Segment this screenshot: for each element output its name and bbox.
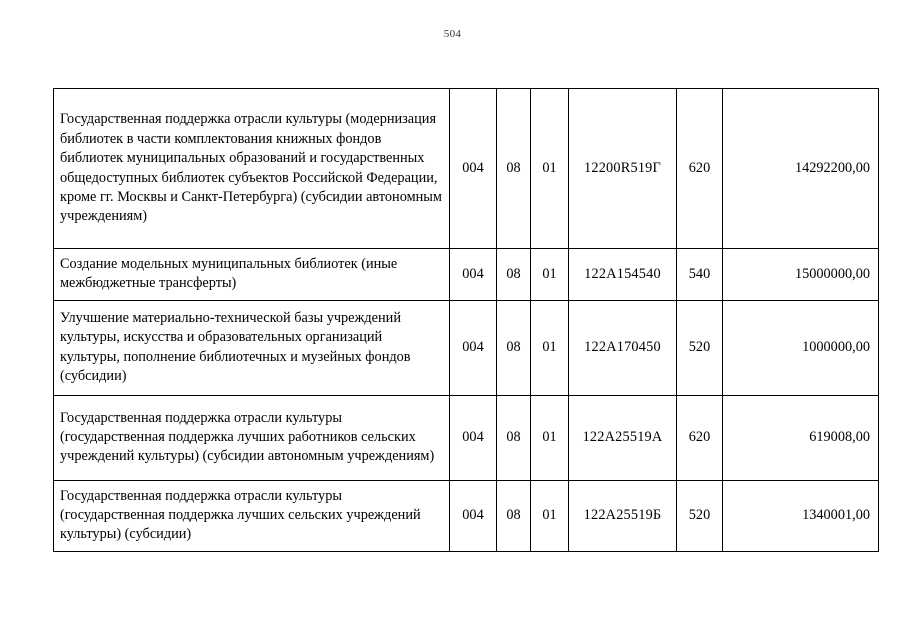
table-row [54,480,879,551]
section-code: 08 [497,249,531,301]
chapter-code: 004 [450,300,497,395]
target-article-code: 122А25519Б [569,480,677,551]
expenditure-name: Государственная поддержка отрасли культуры (модернизация библиотек в части комплектования книжных фондов библиотек муниципальных образований и государственных общедоступных библиотек субъектов Российской Федерации, кроме гг. Москвы и Санкт-Петербурга) (субсидии автономным учреждениям) [54,89,450,249]
amount-value: 14292200,00 [723,89,879,249]
amount-value: 1000000,00 [723,300,879,395]
budget-table-container [53,88,870,552]
amount-value: 1340001,00 [723,480,879,551]
chapter-code: 004 [450,249,497,301]
subsection-code: 01 [531,249,569,301]
section-code: 08 [497,480,531,551]
expenditure-name: Государственная поддержка отрасли культуры (государственная поддержка лучших сельских учреждений культуры) (субсидии) [54,480,450,551]
expense-type-code: 620 [677,395,723,480]
subsection-code: 01 [531,89,569,249]
table-row [54,300,879,395]
subsection-code: 01 [531,480,569,551]
chapter-code: 004 [450,89,497,249]
target-article-code: 122А25519А [569,395,677,480]
chapter-code: 004 [450,480,497,551]
expense-type-code: 520 [677,300,723,395]
target-article-code: 12200R519Г [569,89,677,249]
page-number: 504 [443,28,462,40]
table-row [54,395,879,480]
expense-type-code: 520 [677,480,723,551]
subsection-code: 01 [531,300,569,395]
section-code: 08 [497,89,531,249]
chapter-code: 004 [450,395,497,480]
table-row [54,89,879,249]
amount-value: 15000000,00 [723,249,879,301]
expenditure-name: Улучшение материально-технической базы учреждений культуры, искусства и образовательных организаций культуры, пополнение библиотечных и музейных фондов (субсидии) [54,300,450,395]
amount-value: 619008,00 [723,395,879,480]
expense-type-code: 540 [677,249,723,301]
subsection-code: 01 [531,395,569,480]
section-code: 08 [497,395,531,480]
expenditure-name: Государственная поддержка отрасли культуры (государственная поддержка лучших работников сельских учреждений культуры) (субсидии автономным учреждениям) [54,395,450,480]
section-code: 08 [497,300,531,395]
table-row [54,249,879,301]
target-article-code: 122А154540 [569,249,677,301]
target-article-code: 122А170450 [569,300,677,395]
expenditure-name: Создание модельных муниципальных библиотек (иные межбюджетные трансферты) [54,249,450,301]
budget-expenditure-table [53,88,879,552]
expense-type-code: 620 [677,89,723,249]
